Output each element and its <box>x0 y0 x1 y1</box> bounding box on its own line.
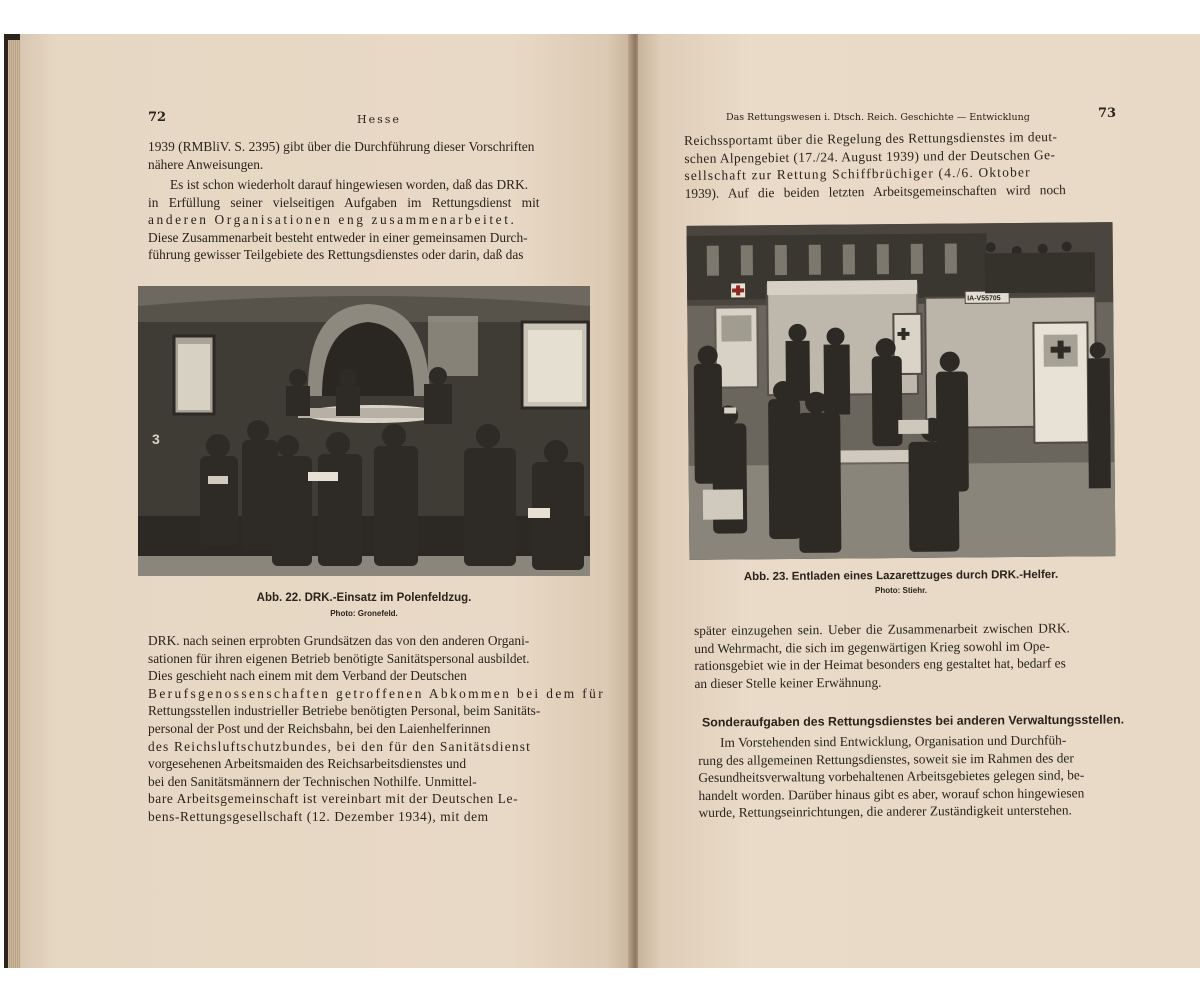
text-line: Dies geschieht nach einem mit dem Verband der Deutschen <box>148 668 467 684</box>
text-line: Im Vorstehenden sind Entwicklung, Organisation und Durchfüh- <box>720 732 1067 750</box>
text-line: rationsgebiet wie in der Heimat besonders eng gestaltet hat, bedarf es <box>694 655 1066 674</box>
text-line: an dieser Stelle keiner Erwähnung. <box>694 674 882 691</box>
text-line: nähere Anweisungen. <box>148 156 264 172</box>
left-page <box>20 34 632 968</box>
text-line: sationen für ihren eigenen Betrieb benötigte Sanitätspersonal ausbildet. <box>148 650 530 666</box>
text-line: Rettungsstellen industrieller Betriebe benötigten Personal, beim Sanitäts- <box>148 703 541 719</box>
photo-train-stretcher <box>138 286 590 576</box>
text-line: Berufsgenossenschaften getroffenen Abkommen bei dem für <box>148 685 606 701</box>
text-line: 1939). Auf die beiden letzten Arbeitsgemeinschaften wird noch <box>684 181 1066 201</box>
text-line: rung des allgemeinen Rettungsdienstes, soweit sie im Rahmen des der <box>698 749 1074 768</box>
text-line: DRK. nach seinen erprobten Grundsätzen das von den anderen Organi- <box>148 633 530 648</box>
text-line: sellschaft zur Rettung Schiffbrüchiger (4./6. Oktober <box>684 164 1031 184</box>
text-line: bare Arbeitsgemeinschaft ist vereinbart mit der Deutschen Le- <box>148 791 519 807</box>
right-paragraph-3 <box>698 731 1085 822</box>
page-edges <box>8 40 20 968</box>
text-line: personal der Post und der Reichsbahn, bei den Laienhelferinnen <box>148 720 491 736</box>
text-line: Gesundheitsverwaltung vorbehaltenen Arbeitsgebietes gelegen sind, be- <box>698 767 1085 786</box>
photo-abb-23 <box>687 222 1116 560</box>
section-subheading: Sonderaufgaben des Rettungsdienstes bei anderen Verwaltungsstellen. <box>701 712 1125 730</box>
text-line: Diese Zusammenarbeit besteht entweder in einer gemeinsamen Durch- <box>148 229 528 245</box>
text-line: bens-Rettungsgesellschaft (12. Dezember 1934), mit dem <box>148 808 489 824</box>
text-line: schen Alpengebiet (17./24. August 1939) und der Deutschen Ge- <box>684 146 1056 166</box>
text-line: wurde, Rettungseinrichtungen, die anderer Zuständigkeit unterstehen. <box>698 802 1072 821</box>
figure-credit-23: Photo: Stiehr. <box>875 586 927 595</box>
text-line: und Wehrmacht, die sich im gegenwärtigen Krieg sowohl im Ope- <box>694 638 1050 656</box>
right-page-number: 73 <box>1098 106 1117 121</box>
photo-abb-22 <box>138 286 590 576</box>
text-line: des Reichsluftschutzbundes, bei den für den Sanitätsdienst <box>148 738 532 754</box>
left-paragraph-1 <box>148 138 534 173</box>
text-line: in Erfüllung seiner vielseitigen Aufgaben im Rettungsdienst mit <box>148 194 540 210</box>
right-page <box>638 34 1200 968</box>
figure-caption-23: Abb. 23. Entladen eines Lazarettzuges durch DRK.-Helfer. <box>743 568 1059 584</box>
right-running-head: Das Rettungswesen i. Dtsch. Reich. Geschichte — Entwicklung <box>726 112 1030 123</box>
open-book <box>4 34 1200 968</box>
car-number: 3 <box>152 431 160 447</box>
right-paragraph-2 <box>694 619 1070 692</box>
left-paragraph-2 <box>148 176 540 264</box>
left-running-head: Hesse <box>357 113 401 126</box>
text-line: führung gewisser Teilgebiete des Rettungsdienstes oder darin, daß das <box>148 247 524 263</box>
right-paragraph-1 <box>684 128 1066 202</box>
left-paragraph-3 <box>148 632 605 826</box>
text-line: Es ist schon wiederholt darauf hingewiesen worden, daß das DRK. <box>170 177 529 192</box>
figure-credit-22: Photo: Gronefeld. <box>330 609 398 618</box>
text-line: 1939 (RMBliV. S. 2395) gibt über die Durchführung dieser Vorschriften <box>148 139 535 154</box>
text-line: bei den Sanitätsmännern der Technischen Nothilfe. Unmittel- <box>148 773 477 789</box>
text-line: vorgesehenen Arbeitsmaiden des Reichsarbeitsdienstes und <box>148 756 467 772</box>
text-line: Reichssportamt über die Regelung des Rettungsdienstes im deut- <box>684 129 1058 148</box>
text-line: später einzugehen sein. Ueber die Zusammenarbeit zwischen DRK. <box>694 620 1070 638</box>
left-page-number: 72 <box>148 110 167 125</box>
text-line: anderen Organisationen eng zusammenarbeitet. <box>148 212 517 228</box>
photo-ambulances-unloading <box>687 222 1116 560</box>
text-line: handelt worden. Darüber hinaus gibt es aber, worauf schon hingewiesen <box>698 785 1085 803</box>
figure-caption-22: Abb. 22. DRK.-Einsatz im Polenfeldzug. <box>256 592 472 604</box>
ambulance-plate: IA-V55705 <box>967 295 1001 303</box>
